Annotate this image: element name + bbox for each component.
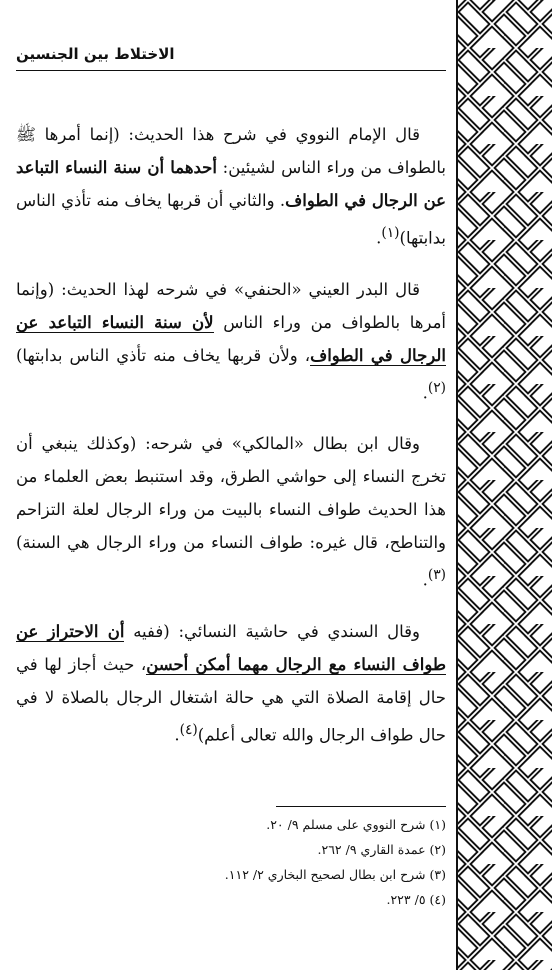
footnote: (١) شرح النووي على مسلم ٩/ ٢٠.	[266, 817, 446, 832]
paragraph-nawawi: قال الإمام النووي في شرح هذا الحديث: (إنما أمرها ﷺ بالطواف من وراء الناس لشيئين: أحدهما أن سنة النساء التباعد عن الرجال في الطواف. والثاني أن قربها يخاف منه تأذي الناس بدابتها)$^{(١)}$.	[16, 125, 447, 248]
paragraph-aini: قال البدر العيني «الحنفي» في شرحه لهذا الحديث: (وإنما أمرها بالطواف من وراء الناس لأن سنة النساء التباعد عن الرجال في الطواف، ولأن قربها يخاف منه تأذي الناس بدابتها)$^{(٢)}$.	[16, 279, 447, 402]
emphasis: أن الاحتراز عن طواف النساء مع الرجال مهما أمكن أحسن	[16, 621, 446, 674]
footnote: (٣) شرح ابن بطال لصحيح البخاري ٢/ ١١٢.	[224, 867, 446, 882]
footnote-ref: (٣)	[427, 567, 446, 583]
footnote: (٢) عمدة القاري ٩/ ٢٦٢.	[317, 842, 446, 857]
footnote-ref: (٢)	[427, 379, 446, 396]
page-header	[16, 44, 440, 63]
header-rule	[16, 70, 446, 71]
footnote: (٤) ٥/ ٢٢٣.	[386, 892, 446, 907]
decorative-border	[456, 0, 552, 970]
footnote-rule	[276, 806, 446, 807]
page-title: الاختلاط بين الجنسين	[16, 45, 175, 63]
paragraph-sindi: وقال السندي في حاشية النسائي: (ففيه أن الاحتراز عن طواف النساء مع الرجال مهما أمكن أحسن، حيث أجاز لها في حال إقامة الصلاة التي هي حالة اشتغال الرجال بالصلاة لا في حال طواف الرجال والله تعالى أعلم)$^{(٤)}$.	[16, 621, 446, 744]
emphasis: أحدهما أن سنة النساء التباعد عن الرجال في الطواف	[16, 158, 446, 210]
paragraph-ibn-battal: وقال ابن بطال «المالكي» في شرحه: (وكذلك ينبغي أن تخرج النساء إلى حواشي الطرق، وقد استنبط بعض العلماء من هذا الحديث طواف النساء بالبيت من وراء الرجال لعلة التزاحم والتناطح، قال غيره: طواف النساء من وراء الرجال هي السنة)$^{(٣)}$.	[16, 434, 446, 590]
emphasis: لأن سنة النساء التباعد عن الرجال في الطواف	[16, 312, 446, 365]
footnote-ref: (١)	[381, 225, 400, 241]
footnote-ref: (٤)	[179, 721, 198, 738]
footnotes	[16, 812, 446, 912]
main-text	[16, 118, 446, 769]
